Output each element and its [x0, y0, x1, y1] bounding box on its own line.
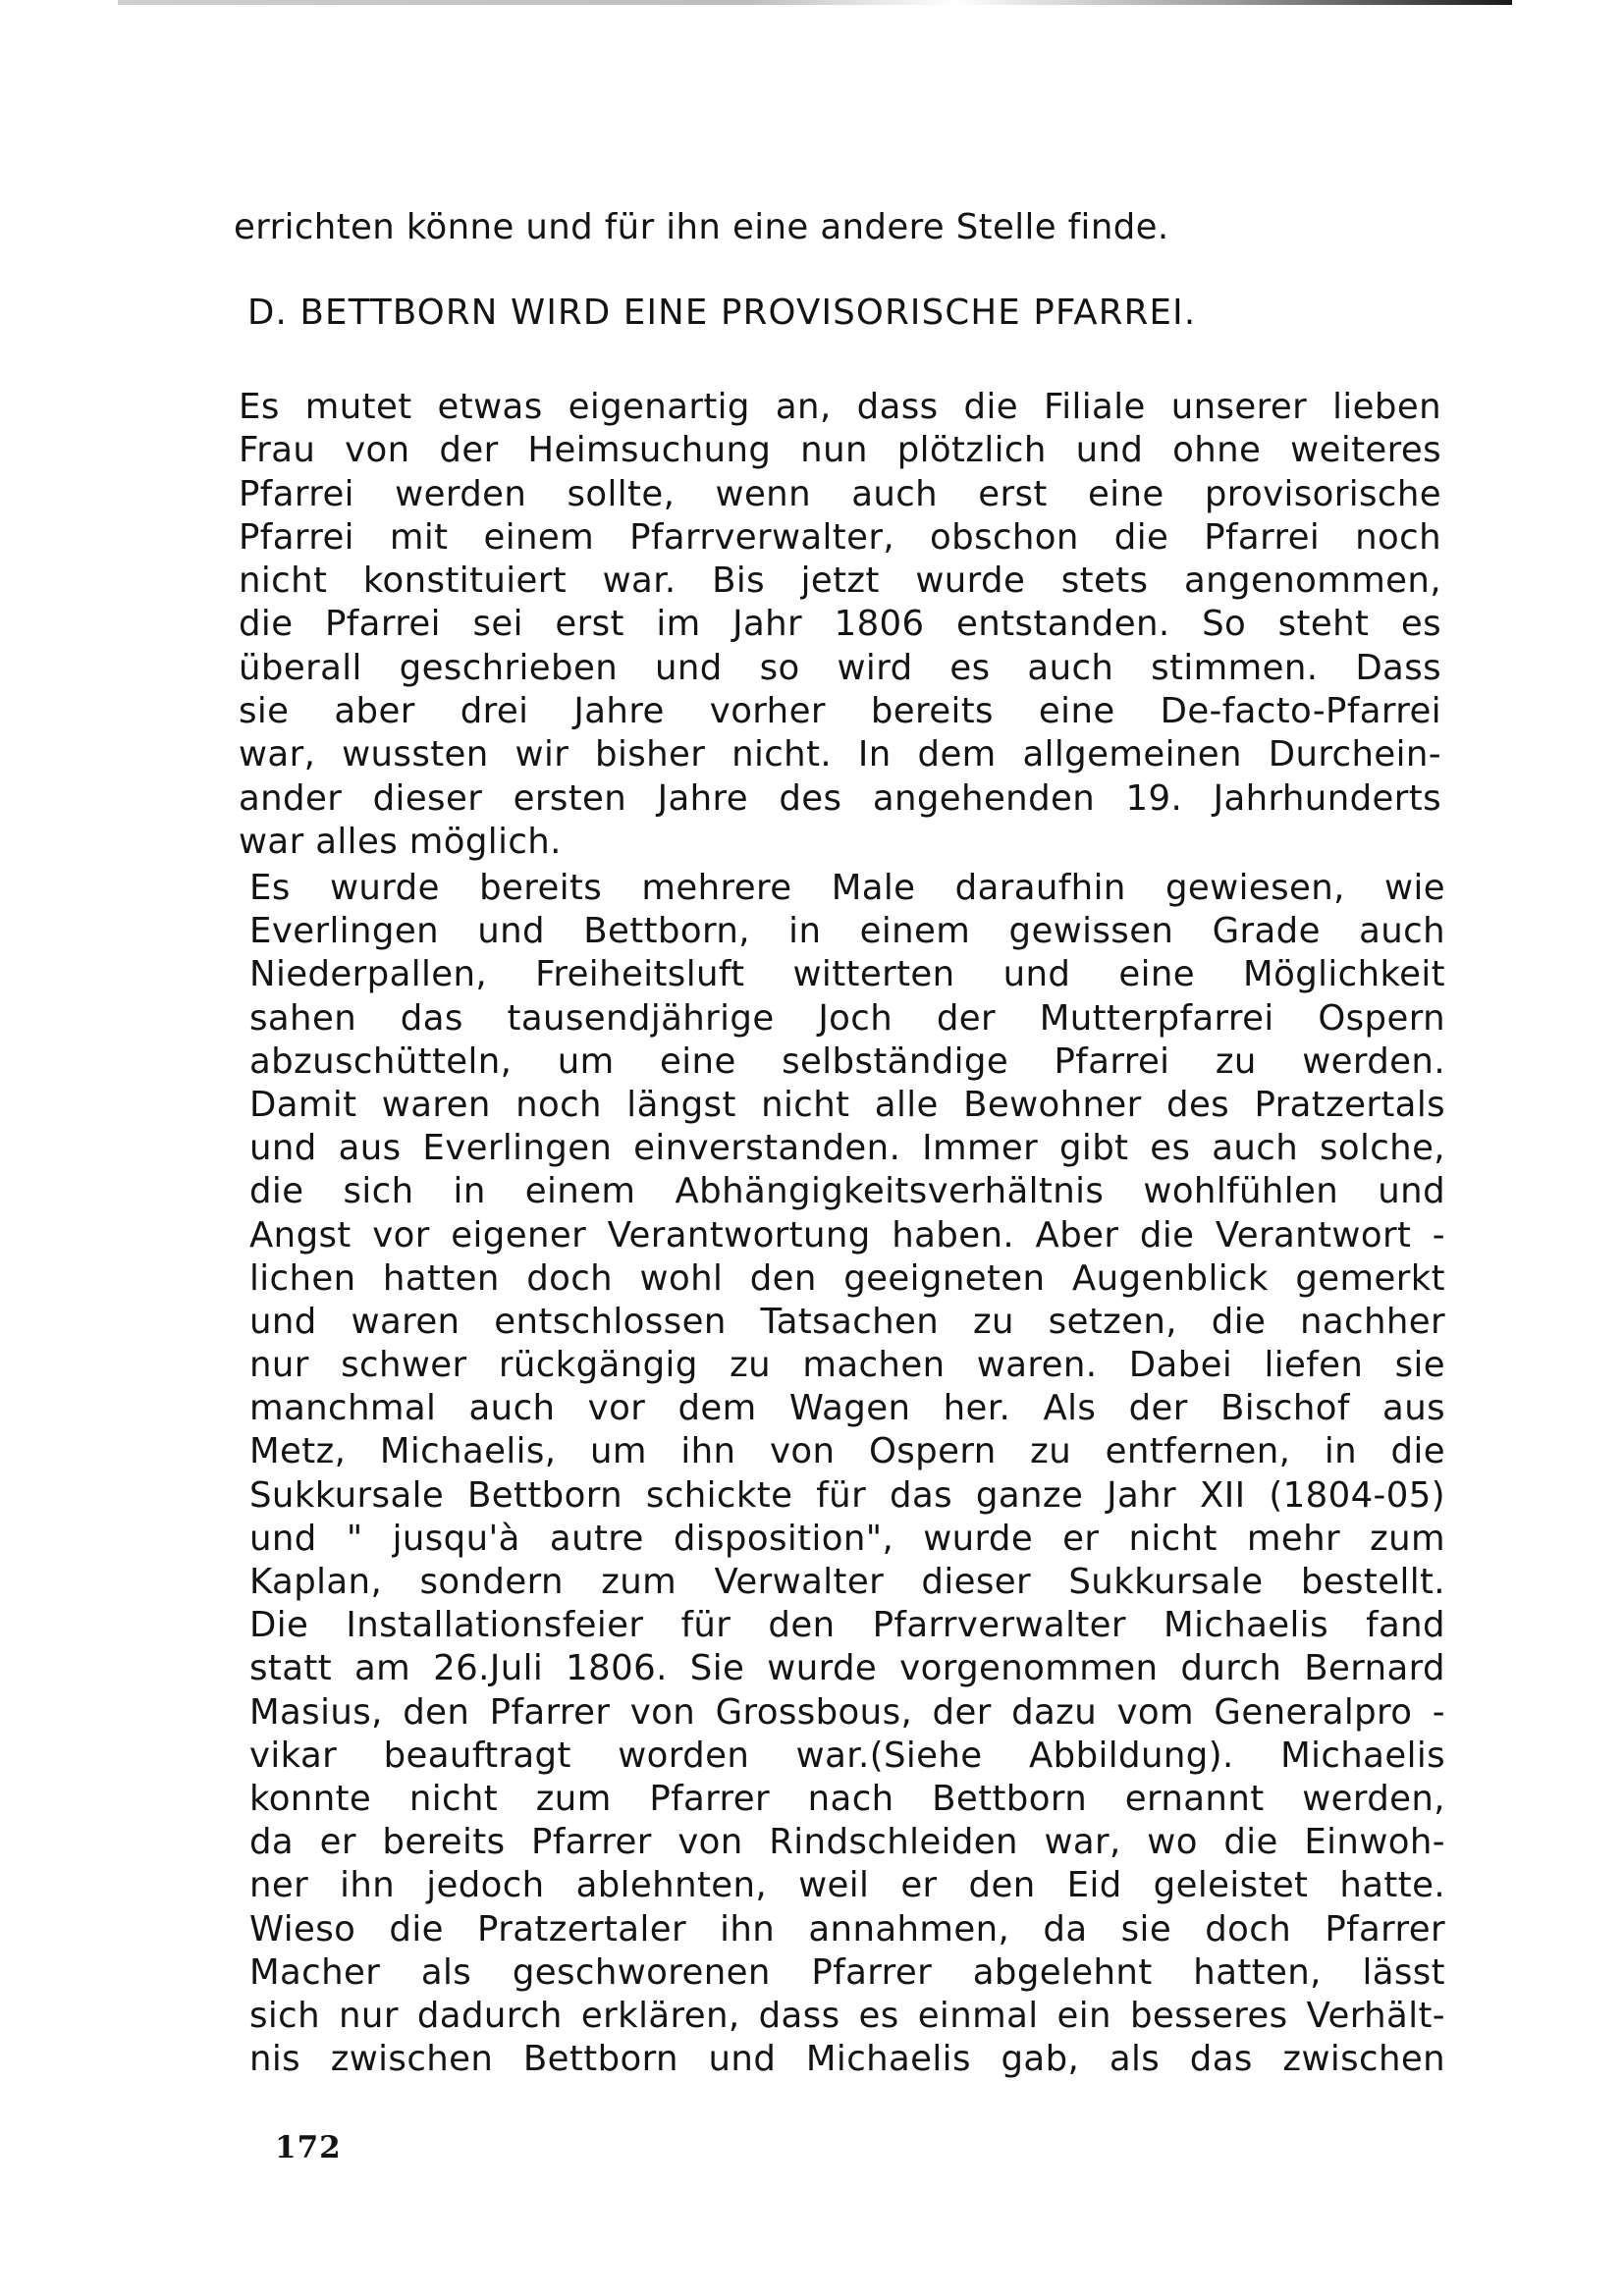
page-number: 172 — [275, 2130, 342, 2165]
text-line: die sich in einem Abhängigkeitsverhältnis wohlfühlen und — [249, 1171, 1445, 1212]
text-line: und aus Everlingen einverstanden. Immer gibt es auch solche, — [249, 1128, 1445, 1169]
text-line: Die Installationsfeier für den Pfarrverwalter Michaelis fand — [249, 1605, 1445, 1646]
text-line: sie aber drei Jahre vorher bereits eine De-facto-Pfarrei — [239, 691, 1441, 732]
text-line: die Pfarrei sei erst im Jahr 1806 entstanden. So steht es — [239, 604, 1441, 645]
text-line: abzuschütteln, um eine selbständige Pfarrei zu werden. — [249, 1041, 1445, 1082]
text-line: Damit waren noch längst nicht alle Bewohner des Pratzertals — [249, 1084, 1445, 1125]
text-line: Es mutet etwas eigenartig an, dass die Filiale unserer lieben — [239, 387, 1441, 427]
continuation-line: errichten könne und für ihn eine andere Stelle finde. — [234, 207, 1169, 247]
text-line: Masius, den Pfarrer von Grossbous, der dazu vom Generalpro - — [249, 1691, 1445, 1733]
text-line: war, wussten wir bisher nicht. In dem allgemeinen Durchein- — [239, 734, 1441, 775]
text-line: ner ihn jedoch ablehnten, weil er den Eid geleistet hatte. — [249, 1865, 1445, 1906]
text-line: Sukkursale Bettborn schickte für das ganze Jahr XII (1804-05) — [249, 1474, 1445, 1516]
text-line: Wieso die Pratzertaler ihn annahmen, da sie doch Pfarrer — [249, 1908, 1445, 1949]
paragraph-1 — [239, 386, 1441, 864]
top-edge-rule — [118, 0, 1512, 5]
text-line: lichen hatten doch wohl den geeigneten Augenblick gemerkt — [249, 1257, 1445, 1299]
text-line: Pfarrei werden sollte, wenn auch erst eine provisorische — [239, 473, 1441, 514]
text-line: manchmal auch vor dem Wagen her. Als der Bischof aus — [249, 1388, 1445, 1429]
text-line: Angst vor eigener Verantwortung haben. Aber die Verantwort - — [249, 1214, 1445, 1255]
text-line: statt am 26.Juli 1806. Sie wurde vorgenommen durch Bernard — [249, 1648, 1445, 1689]
text-line: ander dieser ersten Jahre des angehenden 19. Jahrhunderts — [239, 777, 1441, 819]
paragraph-2 — [249, 867, 1445, 2081]
text-line: Metz, Michaelis, um ihn von Ospern zu entfernen, in die — [249, 1431, 1445, 1472]
text-line: Macher als geschworenen Pfarrer abgelehnt hatten, lässt — [249, 1951, 1445, 1993]
text-line: Es wurde bereits mehrere Male daraufhin gewiesen, wie — [249, 868, 1445, 908]
text-line: sahen das tausendjährige Joch der Mutterpfarrei Ospern — [249, 997, 1445, 1039]
text-line: Kaplan, sondern zum Verwalter dieser Sukkursale bestellt. — [249, 1562, 1445, 1602]
text-line: und " jusqu'à autre disposition", wurde er nicht mehr zum — [249, 1518, 1445, 1559]
text-line: sich nur dadurch erklären, dass es einmal ein besseres Verhält- — [249, 1995, 1445, 2036]
section-heading: D. BETTBORN WIRD EINE PROVISORISCHE PFARREI. — [247, 293, 1197, 333]
text-line: Pfarrei mit einem Pfarrverwalter, obschon die Pfarrei noch — [239, 516, 1441, 558]
text-line: Niederpallen, Freiheitsluft witterten und eine Möglichkeit — [249, 954, 1445, 995]
text-line: da er bereits Pfarrer von Rindschleiden war, wo die Einwoh- — [249, 1822, 1445, 1863]
text-line: vikar beauftragt worden war.(Siehe Abbildung). Michaelis — [249, 1735, 1445, 1776]
text-line: Frau von der Heimsuchung nun plötzlich und ohne weiteres — [239, 430, 1441, 471]
text-line: überall geschrieben und so wird es auch stimmen. Dass — [239, 647, 1441, 688]
text-line: konnte nicht zum Pfarrer nach Bettborn ernannt werden, — [249, 1778, 1445, 1819]
text-line: Everlingen und Bettborn, in einem gewissen Grade auch — [249, 911, 1445, 952]
text-line: nur schwer rückgängig zu machen waren. Dabei liefen sie — [249, 1345, 1445, 1386]
text-line: war alles möglich. — [239, 821, 562, 862]
text-line: und waren entschlossen Tatsachen zu setzen, die nachher — [249, 1301, 1445, 1342]
text-line: nicht konstituiert war. Bis jetzt wurde stets angenommen, — [239, 561, 1441, 602]
text-line: nis zwischen Bettborn und Michaelis gab, als das zwischen — [249, 2039, 1445, 2080]
